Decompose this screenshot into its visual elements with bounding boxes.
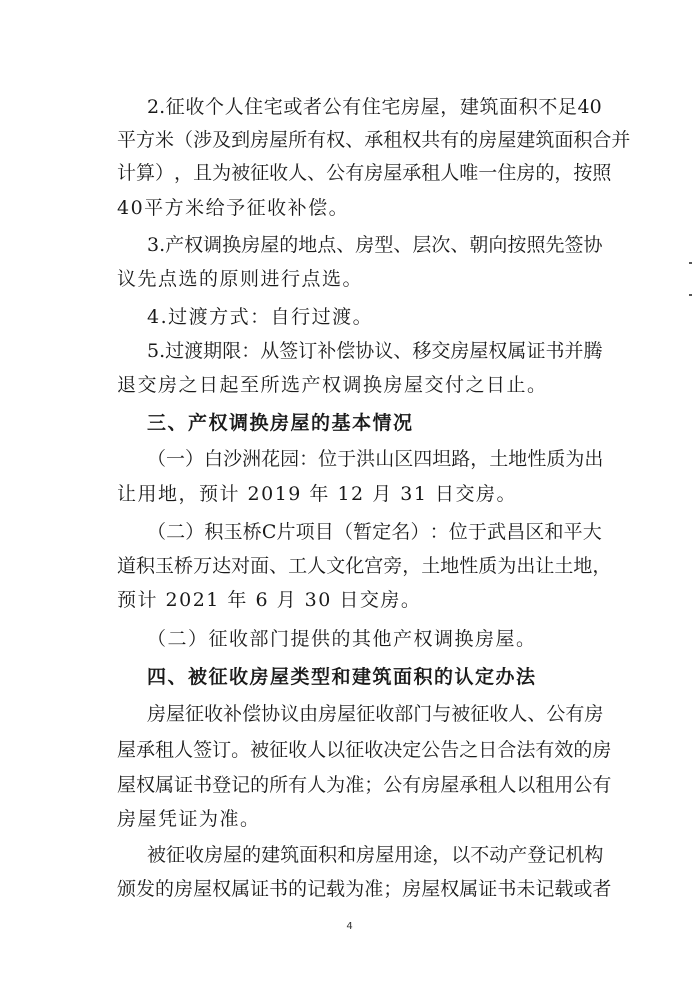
text-line: 退交房之日起至所选产权调换房屋交付之日止。	[117, 374, 548, 396]
text-line: 4.过渡方式：自行过渡。	[147, 306, 374, 328]
text-line: 2. 征 收 个 人 住 宅 或 者 公 有 住 宅 房 屋 ， 建 筑 面 积 不 足 40	[147, 96, 602, 118]
section-heading: 四、被征收房屋类型和建筑面积的认定办法	[147, 666, 537, 688]
scan-mark	[689, 294, 692, 296]
text-line: 让用地，预计 2019 年 12 月 31 日交房。	[117, 483, 517, 505]
section-heading: 三、产权调换房屋的基本情况	[147, 412, 414, 434]
text-line: 颁 发 的 房 屋 权 属 证 书 的 记 载 为 准 ； 房 屋 权 属 证 书 未 记 载 或 者	[117, 878, 612, 900]
text-line: 房屋凭证为准。	[117, 808, 261, 830]
text-line: 40平方米给予征收补偿。	[117, 197, 350, 219]
text-line: 房 屋 征 收 补 偿 协 议 由 房 屋 征 收 部 门 与 被 征 收 人 、 公 有 房	[147, 703, 604, 725]
text-line: 预计 2021 年 6 月 30 日交房。	[117, 589, 422, 611]
text-line: 3. 产 权 调 换 房 屋 的 地 点 、 房 型 、 层 次 、 朝 向 按 照 先 签 协	[147, 234, 603, 256]
text-line: （ 一 ） 白 沙 洲 花 园 ： 位 于 洪 山 区 四 坦 路 ， 土 地 性 质 为 出	[147, 448, 604, 470]
text-line: 平 方 米 （ 涉 及 到 房 屋 所 有 权 、 承 租 权 共 有 的 房 屋 建 筑 面 积 合 并	[117, 129, 631, 151]
page-number: 4	[346, 921, 353, 932]
text-line: （ 二 ） 积 玉 桥 C 片 项 目 （ 暂 定 名 ） ： 位 于 武 昌 区 和 平 大	[147, 521, 602, 543]
text-line: 道 积 玉 桥 万 达 对 面 、 工 人 文 化 宫 旁 ， 土 地 性 质 为 出 让 土 地 ，	[117, 555, 612, 577]
text-line: 计 算 ） ， 且 为 被 征 收 人 、 公 有 房 屋 承 租 人 唯 一 住 房 的 ， 按 照	[117, 162, 612, 184]
text-line: 屋 权 属 证 书 登 记 的 所 有 人 为 准 ； 公 有 房 屋 承 租 人 以 租 用 公 有	[117, 774, 612, 796]
text-line: 议先点选的原则进行点选。	[117, 268, 364, 290]
text-line: 5. 过 渡 期 限 ： 从 签 订 补 偿 协 议 、 移 交 房 屋 权 属 证 书 并 腾	[147, 340, 603, 362]
text-line: 屋 承 租 人 签 订 。 被 征 收 人 以 征 收 决 定 公 告 之 日 合 法 有 效 的 房	[117, 739, 612, 761]
text-line: （二）征收部门提供的其他产权调换房屋。	[147, 628, 537, 650]
scan-mark	[689, 262, 692, 264]
text-line: 被 征 收 房 屋 的 建 筑 面 积 和 房 屋 用 途 ， 以 不 动 产 登 记 机 构	[147, 844, 604, 866]
